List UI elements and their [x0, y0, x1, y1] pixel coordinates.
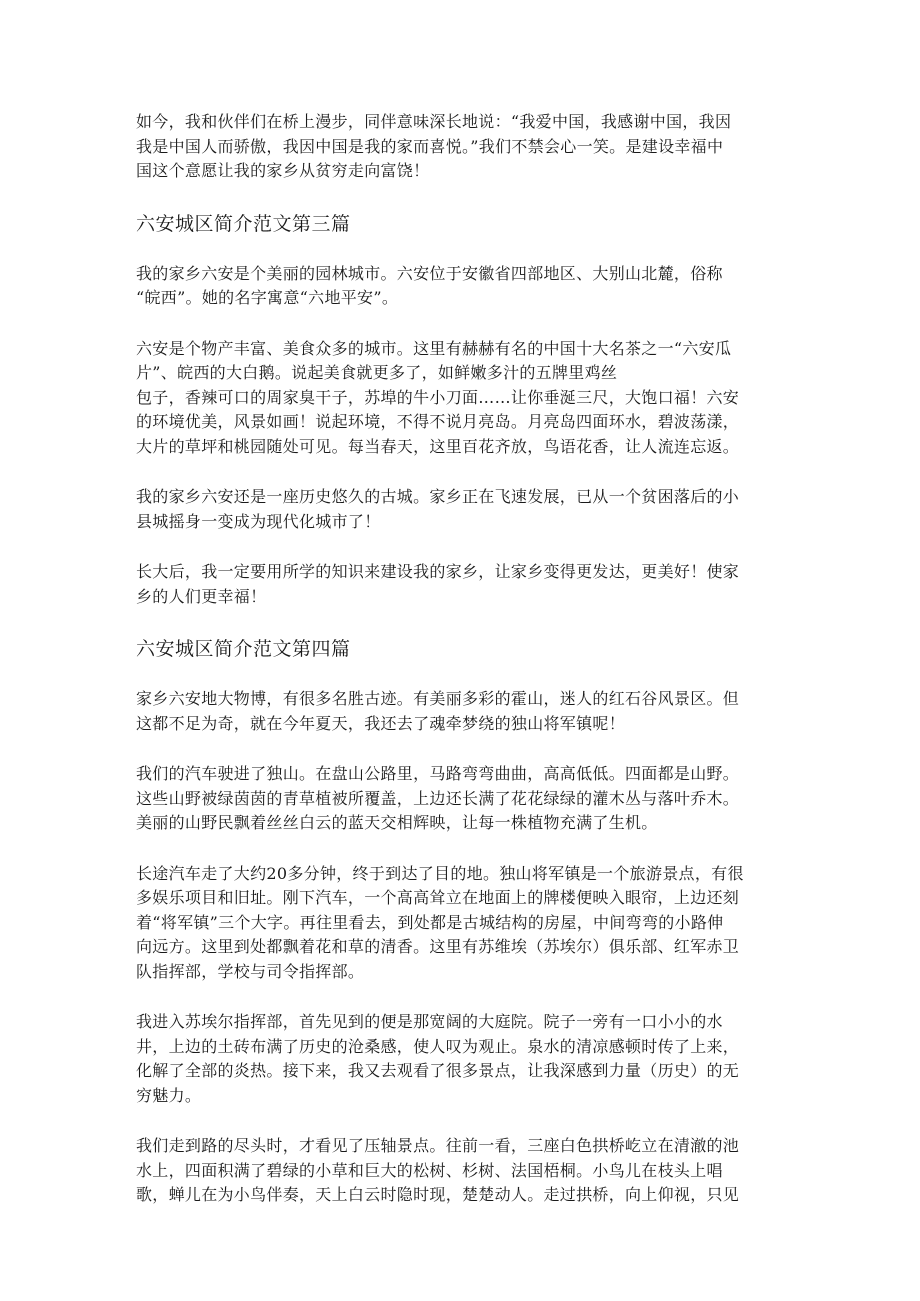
paragraph [136, 1134, 770, 1208]
paragraph-line: 这些山野被绿茵茵的青草植被所覆盖，上边还长满了花花绿绿的灌木丛与落叶乔木。 [136, 788, 740, 808]
paragraph-line: 我进入苏埃尔指挥部，首先见到的便是那宽阔的大庭院。院子一旁有一口小小的水 [136, 1012, 723, 1031]
paragraph-line: 乡的人们更幸福！ [136, 586, 267, 606]
paragraph-line: 这都不足为奇，就在今年夏天，我还去了魂牵梦绕的独山将军镇呢！ [136, 713, 626, 733]
paragraph-line: 向远方。这里到处都飘着花和草的清香。这里有苏维埃（苏埃尔）俱乐部、红军赤卫 [136, 937, 740, 956]
paragraph-line: 大片的草坪和桃园随处可见。每当春天，这里百花齐放，鸟语花香，让人流连忘返。 [136, 436, 740, 456]
paragraph-line: 穷魅力。 [136, 1085, 202, 1105]
paragraph-line: 我是中国人而骄傲，我因中国是我的家而喜悦。”我们不禁会心一笑。是建设幸福中 [136, 136, 724, 156]
paragraph-line: 着“将军镇”三个大字。再往里看去，到处都是古城结构的房屋，中间弯弯的小路伸 [136, 912, 724, 932]
paragraph [136, 762, 770, 836]
section-heading: 六安城区简介范文第三篇 [136, 212, 351, 235]
paragraph [136, 687, 770, 736]
paragraph-line: 片”、皖西的大白鹅。说起美食就更多了，如鲜嫩多汁的五牌里鸡丝 [136, 363, 618, 382]
paragraph-line: 我的家乡六安是个美丽的园林城市。六安位于安徽省四部地区、大别山北麓，俗称 [136, 263, 723, 283]
paragraph-line: 家乡六安地大物博，有很多名胜古迹。有美丽多彩的霍山，迷人的红石谷风景区。但 [136, 689, 740, 708]
paragraph [136, 337, 770, 460]
paragraph [136, 862, 770, 985]
paragraph-line: 我们走到路的尽头时，才看见了压轴景点。往前一看，三座白色拱桥屹立在清澈的池 [136, 1136, 740, 1155]
paragraph-line: 的环境优美，风景如画！说起环境，不得不说月亮岛。月亮岛四面环水，碧波荡漾， [136, 412, 740, 431]
paragraph-line: 国这个意愿让我的家乡从贫穷走向富饶！ [136, 161, 430, 180]
paragraph [136, 1010, 770, 1108]
paragraph-line: 我的家乡六安还是一座历史悠久的古城。家乡正在飞速发展，已从一个贫困落后的小 [136, 487, 740, 506]
paragraph-line: 歌，蝉儿在为小鸟伴奏，天上白云时隐时现，楚楚动人。走过拱桥，向上仰视，只见 [136, 1185, 740, 1204]
paragraph [136, 110, 770, 184]
paragraph-line: 井，上边的土砖布满了历史的沧桑感，使人叹为观止。泉水的清凉感顿时传了上来， [136, 1036, 740, 1056]
paragraph-line: 县城摇身一变成为现代化城市了！ [136, 511, 381, 531]
paragraph-line: 多娱乐项目和旧址。刚下汽车，一个高高耸立在地面上的牌楼便映入眼帘，上边还刻 [136, 888, 740, 907]
paragraph-line: 队指挥部，学校与司令指挥部。 [136, 961, 365, 981]
section-heading: 六安城区简介范文第四篇 [136, 638, 351, 660]
paragraph-line: 长大后，我一定要用所学的知识来建设我的家乡，让家乡变得更发达，更美好！使家 [136, 562, 740, 581]
paragraph-line: 化解了全部的炎热。接下来，我又去观看了很多景点，让我深感到力量（历史）的无 [136, 1061, 740, 1080]
paragraph [136, 485, 770, 534]
paragraph-line: 我们的汽车驶进了独山。在盘山公路里，马路弯弯曲曲，高高低低。四面都是山野。 [136, 764, 740, 783]
paragraph [136, 262, 770, 311]
paragraph-line: 长途汽车走了大约20多分钟，终于到达了目的地。独山将军镇是一个旅游景点，有很 [136, 863, 744, 883]
paragraph [136, 560, 770, 609]
paragraph-line: 六安是个物产丰富、美食众多的城市。这里有赫赫有名的中国十大名茶之一“六安瓜 [136, 338, 732, 358]
paragraph-line: “皖西”。她的名字寓意“六地平安”。 [136, 288, 399, 307]
paragraph-line: 包子，香辣可口的周家臭干子，苏埠的牛小刀面……让你垂涎三尺，大饱口福！六安 [136, 387, 740, 407]
paragraph-line: 水上，四面积满了碧绿的小草和巨大的松树、杉树、法国梧桐。小鸟儿在枝头上唱 [136, 1160, 723, 1180]
paragraph-line: 美丽的山野民飘着丝丝白云的蓝天交相辉映，让每一株植物充满了生机。 [136, 813, 658, 832]
paragraph-line: 如今，我和伙伴们在桥上漫步，同伴意味深长地说：“我爱中国，我感谢中国，我因 [136, 112, 732, 131]
